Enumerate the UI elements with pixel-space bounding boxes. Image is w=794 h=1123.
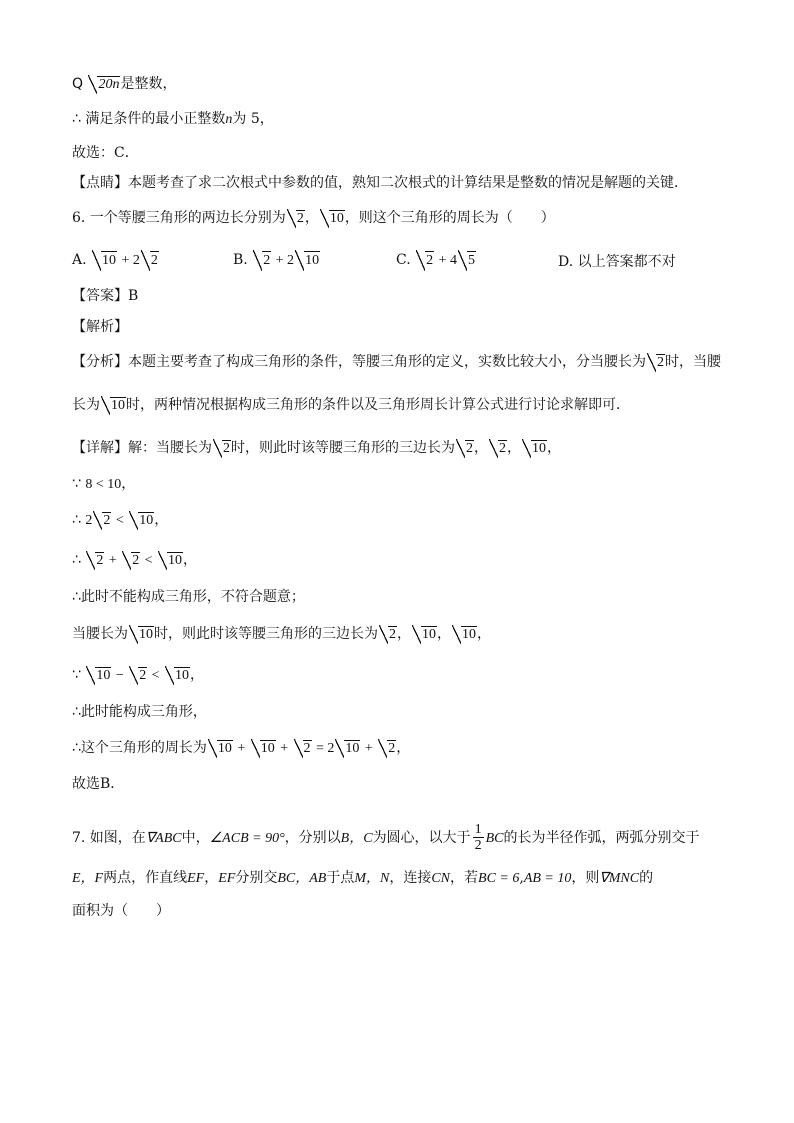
q7-stem-line1: 7. 如图，在∇ABC中，∠ACB = 90°，分别以B，C为圆心，以大于 $\frac{1}{2}$ BC的长为半径作弧，两弧分别交于 bbox=[72, 822, 700, 854]
q6-ineq2: ∴ 2 2 < 10， bbox=[72, 512, 169, 528]
q7-stem-line3: 面积为（ ） bbox=[72, 903, 170, 919]
q6-analysis-heading: 【解析】 bbox=[72, 319, 128, 335]
fraction-one-half: $\frac{1}{2}$ bbox=[474, 822, 482, 854]
sqrt-20n: 20n bbox=[88, 76, 120, 92]
line-comment: 【点睛】本题考查了求二次根式中参数的值，熟知二次根式的计算结果是整数的情况是解题的关键． bbox=[72, 175, 688, 191]
q6-case2: 当腰长为 10时，则此时该等腰三角形的三边长为 2， 10， 10， bbox=[72, 626, 491, 642]
q6-option-c: C. 2 + 4 5 bbox=[396, 252, 475, 268]
q6-detail-line1: 【详解】解：当腰长为 2时，则此时该等腰三角形的三边长为 2， 2， 10， bbox=[72, 440, 561, 456]
q6-stem: 6. 一个等腰三角形的两边长分别为 2， 10，则这个三角形的周长为（ ） bbox=[72, 210, 555, 226]
line-answer-c: 故选：C． bbox=[72, 145, 139, 161]
q6-yes-triangle: ∴此时能构成三角形， bbox=[72, 704, 207, 720]
q6-option-a: A. 10 + 2 2 bbox=[72, 252, 158, 268]
line-min-positive-integer: ∴ 满足条件的最小正整数n为 5， bbox=[72, 111, 274, 127]
q6-ineq1: ∵ 8 < 10， bbox=[72, 476, 136, 492]
q6-select-b: 故选B． bbox=[72, 776, 125, 792]
since-symbol: Q bbox=[72, 76, 84, 92]
q6-no-triangle: ∴此时不能构成三角形，不符合题意； bbox=[72, 589, 305, 605]
q6-analysis-line2: 长为 10时，两种情况根据构成三角形的条件以及三角形周长计算公式进行讨论求解即可． bbox=[72, 397, 630, 413]
q7-stem-line2: E，F两点，作直线EF，EF分别交BC，AB于点M，N，连接CN，若BC = 6,AB = 10，则∇MNC的 bbox=[72, 870, 654, 886]
q6-option-b: B. 2 + 2 10 bbox=[233, 252, 320, 268]
q6-analysis-line1: 【分析】本题主要考查了构成三角形的条件，等腰三角形的定义，实数比较大小，分当腰长为 2时，当腰 bbox=[72, 354, 721, 370]
q6-option-d: D. 以上答案都不对 bbox=[558, 254, 676, 270]
line-sqrt-20n-integer: Q 20n是整数， bbox=[72, 76, 177, 92]
q6-answer: 【答案】B bbox=[72, 288, 139, 304]
q6-ineq4: ∵ 10 − 2 < 10， bbox=[72, 667, 204, 683]
q6-ineq3: ∴ 2 + 2 < 10， bbox=[72, 552, 197, 568]
q6-perimeter: ∴这个三角形的周长为 10 + 10 + 2 = 2 10 + 2， bbox=[72, 740, 411, 756]
